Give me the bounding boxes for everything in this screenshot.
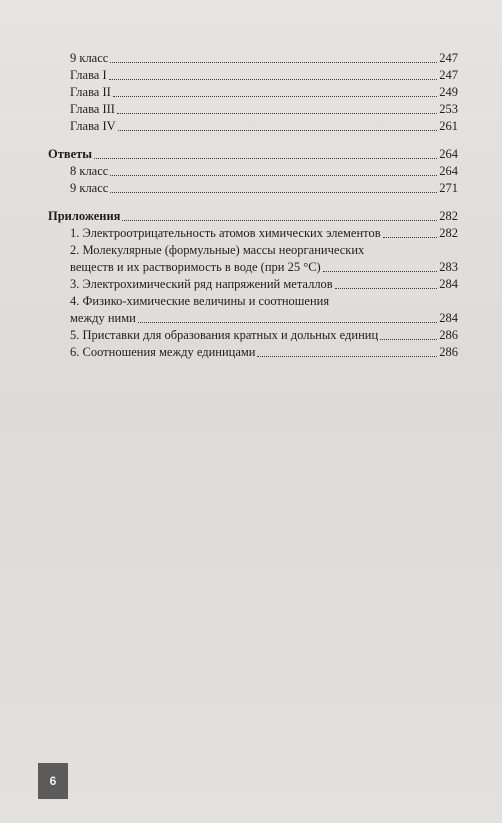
toc-entry-appendix-5: 5. Приставки для образования кратных и дольных единиц 286 <box>70 328 458 342</box>
toc-entry-appendix-1: 1. Электроотрицательность атомов химических элементов 282 <box>70 226 458 240</box>
toc-entry-chapter-2: Глава II 249 <box>70 85 458 99</box>
toc-entry-chapter-1: Глава I 247 <box>70 68 458 82</box>
toc-entry-appendix-6: 6. Соотношения между единицами 286 <box>70 345 458 359</box>
toc-entry-chapter-4: Глава IV 261 <box>70 119 458 133</box>
toc-entry-appendix-4: между ними 284 <box>70 311 458 325</box>
toc-entry-appendix-2: веществ и их растворимость в воде (при 25 °С) 283 <box>70 260 458 274</box>
toc-section-answers: Ответы 264 <box>48 147 458 161</box>
toc-entry-grade9: 9 класс 247 <box>70 51 458 65</box>
toc-section-appendices: Приложения 282 <box>48 209 458 223</box>
toc-entry-appendix-2-line1: 2. Молекулярные (формульные) массы неорганических <box>70 243 365 257</box>
toc-entry-answers-grade9: 9 класс 271 <box>70 181 458 195</box>
toc-entry-appendix-3: 3. Электрохимический ряд напряжений металлов 284 <box>70 277 458 291</box>
toc-entry-appendix-4-line1: 4. Физико-химические величины и соотношения <box>70 294 330 308</box>
toc-entry-answers-grade8: 8 класс 264 <box>70 164 458 178</box>
page-number: 6 <box>38 763 68 799</box>
toc-entry-chapter-3: Глава III 253 <box>70 102 458 116</box>
table-of-contents <box>48 50 458 361</box>
